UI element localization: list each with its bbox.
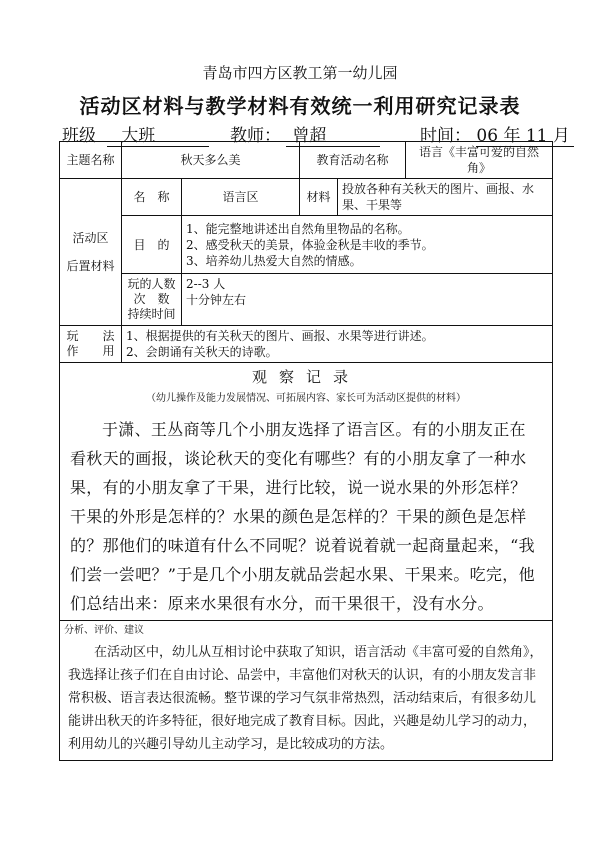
play-list bbox=[122, 326, 553, 363]
analysis-cell bbox=[60, 621, 553, 761]
play-item: 1、根据提供的有关秋天的图片、画报、水果等进行讲述。 bbox=[126, 329, 434, 343]
material-value: 投放各种有关秋天的图片、画报、水果、干果等 bbox=[338, 179, 553, 216]
analysis-body: 在活动区中，幼儿从互相讨论中获取了知识，语言活动《丰富可爱的自然角》，我选择让孩子们在自由讨论、品尝中，丰富他们对秋天的认识，有的小朋友发言非常积极、语言表达很流畅。整节课的学习气氛非常热烈，活动结束后，有很多幼儿能讲出秋天的许多特征，很好地完成了教育目标。因此，兴趣是幼儿学习的动力，利用幼儿的兴趣引导幼儿主动学习，是比较成功的方法。 bbox=[68, 645, 543, 752]
time-label: 时间： bbox=[420, 126, 471, 146]
theme-row bbox=[60, 142, 553, 179]
purpose-label: 目 的 bbox=[122, 216, 182, 274]
name-value: 语言区 bbox=[182, 179, 300, 216]
observation-body: 于潇、王丛商等几个小朋友选择了语言区。有的小朋友正在看秋天的画报，谈论秋天的变化有哪些？有的小朋友拿了一种水果，有的小朋友拿了干果，进行比较，说一说水果的外形怎样？干果的外形是怎样的？水果的颜色是怎样的？干果的颜色是怎样的？那他们的味道有什么不同呢？说着说着就一起商量起来，“我们尝一尝吧？”于是几个小朋友就品尝起水果、干果来。吃完，他们总结出来：原来水果很有水分，而干果很干，没有水分。 bbox=[70, 420, 535, 613]
name-label: 名 称 bbox=[122, 179, 182, 216]
players-row bbox=[60, 274, 553, 326]
play-label bbox=[60, 326, 122, 363]
teacher-value: 曾超 bbox=[286, 121, 380, 147]
play-item: 2、会朗诵有关秋天的诗歌。 bbox=[126, 345, 278, 359]
area-label bbox=[60, 179, 122, 326]
activity-label: 教育活动名称 bbox=[300, 142, 406, 179]
area-label-line2: 后置材料 bbox=[66, 259, 115, 273]
observation-subtitle: （幼儿操作及能力发展情况、可拓展内容、家长可为活动区提供的材料） bbox=[146, 393, 467, 404]
times-label: 次 数 bbox=[133, 292, 170, 306]
record-table bbox=[59, 141, 553, 761]
analysis-row bbox=[60, 621, 553, 761]
analysis-label: 分析、评价、建议 bbox=[64, 625, 144, 636]
purpose-item: 1、能完整地讲述出自然角里物品的名称。 bbox=[186, 221, 410, 236]
purpose-item: 2、感受秋天的美景，体验金秋是丰收的季节。 bbox=[186, 237, 434, 252]
time-value: 06 年 11 月 bbox=[476, 121, 573, 147]
theme-label: 主题名称 bbox=[60, 142, 122, 179]
class-label: 班级 bbox=[62, 126, 96, 146]
class-value: 大班 bbox=[107, 121, 209, 147]
teacher-label: 教师： bbox=[230, 126, 281, 146]
activity-value: 语言《丰富可爱的自然角》 bbox=[406, 142, 553, 179]
purpose-item: 3、培养幼儿热爱大自然的情感。 bbox=[186, 253, 362, 268]
players-values bbox=[182, 274, 553, 326]
players-label-group bbox=[122, 274, 182, 326]
play-label-line2: 作 用 bbox=[66, 344, 115, 358]
players-label: 玩的人数 bbox=[127, 277, 176, 291]
duration-label: 持续时间 bbox=[127, 307, 176, 321]
purpose-list bbox=[182, 216, 553, 274]
school-name: 青岛市四方区教工第一幼儿园 bbox=[202, 64, 398, 82]
purpose-row bbox=[60, 216, 553, 274]
material-label: 材料 bbox=[300, 179, 338, 216]
players-value: 2--3 人 bbox=[186, 277, 226, 291]
theme-value: 秋天多么美 bbox=[122, 142, 300, 179]
observation-row bbox=[60, 363, 553, 621]
observation-title: 观察记录 bbox=[252, 368, 361, 386]
area-name-row bbox=[60, 179, 553, 216]
observation-cell bbox=[60, 363, 553, 621]
play-label-line1: 玩 法 bbox=[66, 329, 115, 343]
area-label-line1: 活动区 bbox=[72, 231, 109, 245]
form-title: 活动区材料与教学材料有效统一利用研究记录表 bbox=[79, 94, 521, 118]
duration-value: 十分钟左右 bbox=[186, 293, 247, 307]
play-row bbox=[60, 326, 553, 363]
